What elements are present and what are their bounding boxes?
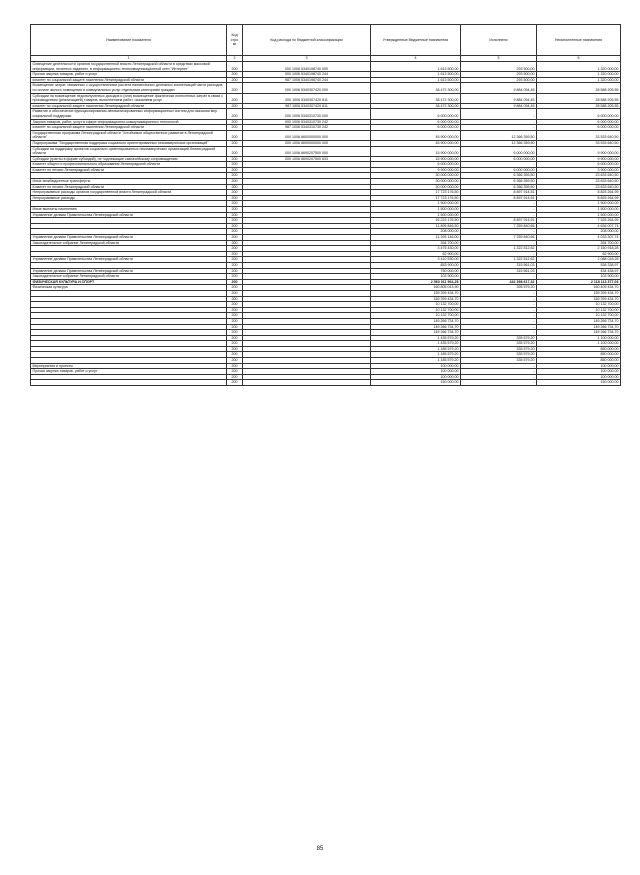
row-approved: 11 293 146,00 — [371, 235, 461, 241]
row-unexecuted: 100 000,00 — [537, 374, 621, 380]
row-executed: 8 897 914,51 — [461, 190, 537, 196]
header-row — [31, 25, 621, 56]
row-approved: 159 399 434,70 — [371, 296, 461, 302]
row-approved: 38 472 300,00 — [371, 93, 461, 103]
row-name: Прочая закупка товаров, работ и услуг — [31, 72, 227, 78]
row-unexecuted: 850 000,00 — [537, 346, 621, 352]
row-unexecuted: 10 132 700,00 — [537, 307, 621, 313]
row-approved: 3 410 530,00 — [371, 257, 461, 263]
row-line-code: 200 — [227, 167, 243, 173]
row-line-code: 200 — [227, 358, 243, 364]
row-unexecuted: 850 000,00 — [537, 352, 621, 358]
row-budget-code: 000 1006 6690207500 000 — [243, 146, 371, 156]
row-approved: 6 000 000,00 — [371, 119, 461, 125]
row-approved: 62 900,00 — [371, 251, 461, 257]
table-row — [31, 109, 621, 119]
col-header-executed: Исполнено — [461, 25, 537, 56]
row-line-code: 200 — [227, 184, 243, 190]
row-line-code: 200 — [227, 268, 243, 274]
row-line-code: 200 — [227, 335, 243, 341]
row-executed: - — [461, 212, 537, 218]
row-executed: - — [461, 119, 537, 125]
col-header-approved: Утвержденные бюджетные назначения — [371, 25, 461, 56]
row-executed: 315 561,03 — [461, 262, 537, 268]
row-unexecuted: 9 900 000,00 — [537, 146, 621, 156]
row-unexecuted: 850 000,00 — [537, 358, 621, 364]
row-line-code: 200 — [227, 352, 243, 358]
row-executed: - — [461, 313, 537, 319]
row-approved: 1 435 579,20 — [371, 335, 461, 341]
col-header-code: Код расхода по бюджетной классификации — [243, 25, 371, 56]
row-executed: 335 579,20 — [461, 335, 537, 341]
row-executed: 1 322 512,62 — [461, 246, 537, 252]
row-unexecuted: 33 533 640,50 — [537, 140, 621, 146]
row-line-code: 200 — [227, 119, 243, 125]
row-unexecuted: 149 266 734,70 — [537, 330, 621, 336]
row-budget-code: 987 1006 5340310730 242 — [243, 125, 371, 131]
row-executed: 315 561,03 — [461, 268, 537, 274]
table-row — [31, 83, 621, 93]
row-executed: 335 579,20 — [461, 341, 537, 347]
row-unexecuted: 2 088 018,28 — [537, 257, 621, 263]
row-approved: 394 700,00 — [371, 240, 461, 246]
row-approved: 15 900 000,00 — [371, 156, 461, 162]
col-number: 1 — [31, 56, 227, 62]
row-name: Подпрограмма "Государственная поддержка социально ориентированных некоммерческих организаций" — [31, 140, 227, 146]
row-line-code: 200 — [227, 130, 243, 140]
row-approved: 30 000 000,00 — [371, 184, 461, 190]
table-body — [31, 62, 621, 386]
row-budget-code: 000 1006 5340310730 242 — [243, 119, 371, 125]
row-executed: - — [461, 125, 537, 131]
row-approved: 2 560 011 964,25 — [371, 279, 461, 285]
row-executed: 335 579,20 — [461, 358, 537, 364]
row-unexecuted: 1 500 000,00 — [537, 201, 621, 207]
row-unexecuted: 2 150 918,28 — [537, 246, 621, 252]
row-approved: 45 900 000,00 — [371, 140, 461, 146]
row-unexecuted: 1 500 000,00 — [537, 212, 621, 218]
row-approved: 100 000,00 — [371, 374, 461, 380]
row-line-code: 200 — [227, 109, 243, 119]
row-unexecuted: 149 266 734,70 — [537, 318, 621, 324]
row-line-code: 200 — [227, 369, 243, 375]
row-line-code: 200 — [227, 125, 243, 131]
row-approved: 17 723 176,50 — [371, 190, 461, 196]
row-executed: - — [461, 240, 537, 246]
row-line-code: 200 — [227, 307, 243, 313]
row-executed: 7 259 840,66 — [461, 235, 537, 241]
row-executed: 7 259 840,66 — [461, 223, 537, 229]
row-unexecuted: 10 132 700,00 — [537, 313, 621, 319]
row-budget-code: 000 1006 5340307420 811 — [243, 93, 371, 103]
row-approved: 15 900 000,00 — [371, 146, 461, 156]
row-approved: 6 000 000,00 — [371, 109, 461, 119]
row-approved: 1 613 500,00 — [371, 77, 461, 83]
row-unexecuted: 159 399 434,70 — [537, 296, 621, 302]
row-executed: 8 897 914,51 — [461, 195, 537, 201]
row-executed: 6 366 359,50 — [461, 179, 537, 185]
row-name: Субсидии на поддержку проектов социально ориентированных некоммерческих организаций Ленинградской области — [31, 146, 227, 156]
row-line-code: 200 — [227, 302, 243, 308]
row-unexecuted: 4 033 307,74 — [537, 235, 621, 241]
row-unexecuted: 8 825 264,99 — [537, 195, 621, 201]
row-executed: - — [461, 229, 537, 235]
row-approved: 149 266 734,70 — [371, 318, 461, 324]
row-line-code: 200 — [227, 313, 243, 319]
row-executed: 6 000 000,00 — [461, 167, 537, 173]
table-row — [31, 140, 621, 146]
col-number: 5 — [461, 56, 537, 62]
row-name: комитет по социальной защите населения Ленинградской области — [31, 125, 227, 131]
table-row — [31, 146, 621, 156]
row-budget-code: 987 1006 5340307420 811 — [243, 103, 371, 109]
row-line-code: 200 — [227, 140, 243, 146]
row-executed: 12 366 359,50 — [461, 140, 537, 146]
row-approved: 1 185 579,20 — [371, 346, 461, 352]
page-number: 85 — [316, 846, 324, 852]
row-line-code: 200 — [227, 251, 243, 257]
row-unexecuted: 4 636 007,74 — [537, 223, 621, 229]
row-approved: 10 132 700,00 — [371, 302, 461, 308]
row-executed: - — [461, 363, 537, 369]
row-approved: 208 000,00 — [371, 229, 461, 235]
row-approved: 750 000,00 — [371, 268, 461, 274]
row-unexecuted: 208 000,00 — [537, 229, 621, 235]
row-approved: 45 900 000,00 — [371, 130, 461, 140]
row-name — [31, 380, 227, 386]
row-line-code: 200 — [227, 195, 243, 201]
row-line-code: 200 — [227, 179, 243, 185]
row-unexecuted: 149 266 734,70 — [537, 324, 621, 330]
row-executed: - — [461, 274, 537, 280]
table-row — [31, 77, 621, 83]
row-name: Субсидии (гранты в форме субсидий), не подлежащие казначейскому сопровождению — [31, 156, 227, 162]
row-line-code: 200 — [227, 324, 243, 330]
row-approved: 160 805 013,90 — [371, 285, 461, 291]
row-unexecuted: 7 325 264,99 — [537, 218, 621, 224]
table-row — [31, 130, 621, 140]
row-budget-code: 000 1006 6600000000 000 — [243, 130, 371, 140]
row-approved: 1 500 000,00 — [371, 201, 461, 207]
row-unexecuted: 3 900 000,00 — [537, 167, 621, 173]
row-unexecuted: 6 000 000,00 — [537, 109, 621, 119]
row-approved: 1 500 000,00 — [371, 212, 461, 218]
row-unexecuted: 2 118 113 377,03 — [537, 279, 621, 285]
row-unexecuted: 103 900,00 — [537, 274, 621, 280]
row-name: Освещение деятельности органов государственной власти Ленинградской области в средствах массовой информации, печатных изданиях, в информационно-телекоммуникационной сети "Интернет" — [31, 62, 227, 72]
row-line-code: 200 — [227, 285, 243, 291]
col-header-name: Наименование показателя — [31, 25, 227, 56]
row-line-code: 200 — [227, 173, 243, 179]
row-executed: 1 322 512,62 — [461, 257, 537, 263]
row-executed: 6 000 000,00 — [461, 156, 537, 162]
budget-table — [30, 24, 621, 386]
row-line-code: 200 — [227, 146, 243, 156]
row-name: Государственная программа Ленинградской области "Устойчивое общественное развитие в Ленинградской области" — [31, 130, 227, 140]
row-approved: 1 185 579,20 — [371, 352, 461, 358]
row-line-code: 200 — [227, 257, 243, 263]
col-header-unexecuted: Неисполненные назначения — [537, 25, 621, 56]
row-executed: - — [461, 324, 537, 330]
row-unexecuted: 62 900,00 — [537, 251, 621, 257]
report-page — [30, 24, 620, 386]
row-executed: - — [461, 374, 537, 380]
col-header-line: Код стро ки — [227, 25, 243, 56]
row-name: Иные межбюджетные трансферты — [31, 179, 227, 185]
row-line-code: 200 — [227, 279, 243, 285]
row-executed: 6 000 000,00 — [461, 146, 537, 156]
row-line-code: 200 — [227, 363, 243, 369]
row-approved: 3 475 430,00 — [371, 246, 461, 252]
row-executed: - — [461, 330, 537, 336]
row-executed: - — [461, 307, 537, 313]
row-approved: 17 723 176,50 — [371, 195, 461, 201]
row-executed: - — [461, 318, 537, 324]
row-name: Управление делами Правительства Ленинградской области — [31, 212, 227, 218]
row-unexecuted: 28 588 205,55 — [537, 83, 621, 93]
row-unexecuted: 1 320 000,00 — [537, 77, 621, 83]
row-budget-code: 000 1006 5340307420 000 — [243, 83, 371, 93]
row-approved: 10 132 700,00 — [371, 313, 461, 319]
row-executed: 8 897 914,51 — [461, 218, 537, 224]
row-line-code: 200 — [227, 330, 243, 336]
table-row — [31, 62, 621, 72]
row-unexecuted: 6 000 000,00 — [537, 119, 621, 125]
row-approved: 853 900,00 — [371, 262, 461, 268]
row-approved: 9 900 000,00 — [371, 167, 461, 173]
row-executed: 9 884 094,45 — [461, 83, 537, 93]
row-approved: 100 000,00 — [371, 369, 461, 375]
row-line-code: 200 — [227, 93, 243, 103]
row-approved: 10 132 700,00 — [371, 307, 461, 313]
row-executed: - — [461, 162, 537, 168]
row-budget-code: 000 1006 5340198740 244 — [243, 72, 371, 78]
row-name: Комитет по печати Ленинградской области — [31, 184, 227, 190]
row-line-code: 200 — [227, 296, 243, 302]
row-name: Управление делами Правительства Ленинградской области — [31, 268, 227, 274]
row-line-code: 200 — [227, 274, 243, 280]
row-line-code: 200 — [227, 83, 243, 93]
col-number: 4 — [371, 56, 461, 62]
row-executed: - — [461, 251, 537, 257]
row-unexecuted: 23 633 640,50 — [537, 179, 621, 185]
row-approved: 150 000,00 — [371, 380, 461, 386]
row-executed: 395 579,20 — [461, 285, 537, 291]
row-approved: 38 472 300,00 — [371, 103, 461, 109]
row-unexecuted: 6 000 000,00 — [537, 162, 621, 168]
row-name: Возмещение затрат, связанных с осуществлением расчета ежемесячных денежных компенсаций части расходов по оплате жилого помещения и коммунальных услуг отдельным категориям граждан — [31, 83, 227, 93]
row-unexecuted: 160 409 434,70 — [537, 285, 621, 291]
row-unexecuted: 10 132 700,00 — [537, 302, 621, 308]
row-name: Непрограммные расходы — [31, 195, 227, 201]
row-name: Мероприятия и проекты — [31, 363, 227, 369]
row-name: Развитие и обеспечение функционирования автоматизированных информационных систем для оказания мер социальной поддержки — [31, 109, 227, 119]
row-approved: 149 266 734,70 — [371, 330, 461, 336]
row-executed: 293 500,00 — [461, 77, 537, 83]
row-line-code: 200 — [227, 162, 243, 168]
row-approved: 100 000,00 — [371, 363, 461, 369]
row-executed: - — [461, 109, 537, 119]
row-unexecuted: 538 338,97 — [537, 262, 621, 268]
row-line-code: 200 — [227, 380, 243, 386]
row-line-code: 200 — [227, 190, 243, 196]
row-name: Иные выплаты населению — [31, 207, 227, 213]
row-budget-code: 000 1006 5340310730 000 — [243, 109, 371, 119]
row-line-code: 200 — [227, 77, 243, 83]
row-unexecuted: 1 100 000,00 — [537, 341, 621, 347]
row-executed: 6 366 359,50 — [461, 173, 537, 179]
row-name: Комитет по печати Ленинградской области — [31, 167, 227, 173]
row-name: Законодательное собрание Ленинградской области — [31, 274, 227, 280]
row-name: комитет по социальной защите населения Ленинградской области — [31, 77, 227, 83]
row-line-code: 200 — [227, 103, 243, 109]
row-unexecuted: 1 100 000,00 — [537, 335, 621, 341]
row-unexecuted: 1 320 000,00 — [537, 72, 621, 78]
row-budget-code: 000 1006 5340198740 000 — [243, 62, 371, 72]
row-name: Физическая культура — [31, 285, 227, 291]
row-line-code: 200 — [227, 229, 243, 235]
row-executed: - — [461, 201, 537, 207]
row-unexecuted: 28 588 205,55 — [537, 103, 621, 109]
row-name: Управление делами Правительства Ленинградской области — [31, 257, 227, 263]
row-executed: 293 500,00 — [461, 62, 537, 72]
row-unexecuted: 33 533 640,50 — [537, 130, 621, 140]
row-approved: 30 000 000,00 — [371, 179, 461, 185]
row-executed: 9 884 094,45 — [461, 93, 537, 103]
row-unexecuted: 1 320 000,00 — [537, 62, 621, 72]
row-line-code: 200 — [227, 341, 243, 347]
row-unexecuted: 434 438,97 — [537, 268, 621, 274]
table-row — [31, 93, 621, 103]
row-executed: 442 398 617,32 — [461, 279, 537, 285]
col-number: 2 — [227, 56, 243, 62]
row-approved: 103 900,00 — [371, 274, 461, 280]
row-executed: 335 579,20 — [461, 346, 537, 352]
row-budget-code — [243, 380, 371, 386]
row-executed: 335 579,20 — [461, 352, 537, 358]
table-row — [31, 103, 621, 109]
row-approved: 1 185 579,20 — [371, 358, 461, 364]
row-line-code: 200 — [227, 223, 243, 229]
row-name: Непрограммные расходы органов государственной власти Ленинградской области — [31, 190, 227, 196]
row-approved: 1 435 579,20 — [371, 341, 461, 347]
row-executed: - — [461, 296, 537, 302]
row-unexecuted: 159 399 434,70 — [537, 290, 621, 296]
row-unexecuted: 23 633 640,50 — [537, 173, 621, 179]
table-row — [31, 156, 621, 162]
row-unexecuted: 1 500 000,00 — [537, 207, 621, 213]
row-executed: - — [461, 207, 537, 213]
row-executed: - — [461, 302, 537, 308]
row-approved: 30 000 000,00 — [371, 173, 461, 179]
row-line-code: 200 — [227, 62, 243, 72]
row-unexecuted: 8 825 264,99 — [537, 190, 621, 196]
row-name: Комитет общего и профессионального образования Ленинградской области — [31, 162, 227, 168]
row-line-code: 200 — [227, 156, 243, 162]
row-name: ФИЗИЧЕСКАЯ КУЛЬТУРА И СПОРТ — [31, 279, 227, 285]
row-budget-code: 987 1006 5340198740 244 — [243, 77, 371, 83]
row-line-code: 200 — [227, 218, 243, 224]
row-executed: - — [461, 380, 537, 386]
row-approved: 16 223 176,50 — [371, 218, 461, 224]
row-line-code: 200 — [227, 262, 243, 268]
row-line-code: 200 — [227, 240, 243, 246]
row-unexecuted: 150 000,00 — [537, 380, 621, 386]
row-line-code: 200 — [227, 374, 243, 380]
row-executed: - — [461, 290, 537, 296]
row-executed: 12 366 359,50 — [461, 130, 537, 140]
row-executed: 293 500,00 — [461, 72, 537, 78]
row-executed: 6 366 359,50 — [461, 184, 537, 190]
row-name: Управление делами Правительства Ленинградской области — [31, 235, 227, 241]
row-line-code: 200 — [227, 207, 243, 213]
row-line-code: 200 — [227, 346, 243, 352]
row-line-code: 200 — [227, 235, 243, 241]
row-budget-code: 000 1006 6690207500 633 — [243, 156, 371, 162]
row-unexecuted: 100 000,00 — [537, 369, 621, 375]
row-approved: 38 472 300,00 — [371, 83, 461, 93]
row-name: Прочая закупка товаров, работ и услуг — [31, 369, 227, 375]
row-line-code: 200 — [227, 318, 243, 324]
row-name: Законодательное собрание Ленинградской области — [31, 240, 227, 246]
row-executed: - — [461, 369, 537, 375]
row-line-code: 200 — [227, 212, 243, 218]
col-number: 6 — [537, 56, 621, 62]
row-name: Закупка товаров, работ, услуг в сфере информационно-коммуникационных технологий — [31, 119, 227, 125]
row-unexecuted: 23 633 640,50 — [537, 184, 621, 190]
row-approved: 11 895 846,50 — [371, 223, 461, 229]
table-row — [31, 380, 621, 386]
row-name: комитет по социальной защите населения Ленинградской области — [31, 103, 227, 109]
row-unexecuted: 394 700,00 — [537, 240, 621, 246]
row-approved: 1 500 000,00 — [371, 207, 461, 213]
row-name: Субсидии на возмещение недополученных доходов и (или) возмещение фактически понесенных затрат в связи с производством (реализацией) товаров, выполнением работ, оказанием услуг — [31, 93, 227, 103]
row-executed: 9 884 094,45 — [461, 103, 537, 109]
row-unexecuted: 28 588 205,55 — [537, 93, 621, 103]
row-approved: 159 399 434,70 — [371, 290, 461, 296]
row-unexecuted: 6 000 000,00 — [537, 125, 621, 131]
row-unexecuted: 9 900 000,00 — [537, 156, 621, 162]
row-unexecuted: 100 000,00 — [537, 363, 621, 369]
row-budget-code: 000 1006 6690000000 000 — [243, 140, 371, 146]
row-line-code: 200 — [227, 290, 243, 296]
row-approved: 6 000 000,00 — [371, 125, 461, 131]
row-approved: 6 000 000,00 — [371, 162, 461, 168]
row-approved: 1 613 500,00 — [371, 62, 461, 72]
row-line-code: 200 — [227, 201, 243, 207]
row-approved: 1 613 500,00 — [371, 72, 461, 78]
row-approved: 149 266 734,70 — [371, 324, 461, 330]
col-number: 3 — [243, 56, 371, 62]
row-line-code: 200 — [227, 72, 243, 78]
row-line-code: 200 — [227, 246, 243, 252]
